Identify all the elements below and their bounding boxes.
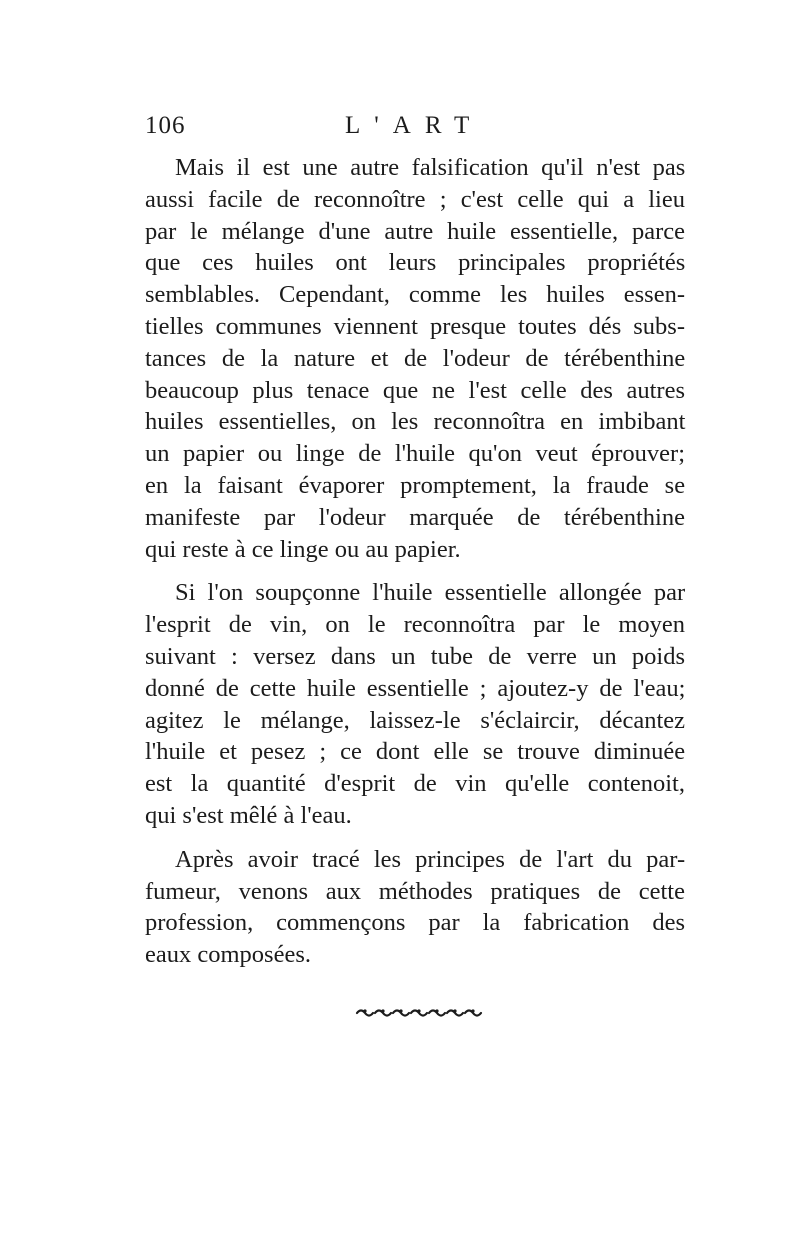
text-line: fumeur, venons aux méthodes pratiques de cette [145,877,685,905]
text-line: profession, commençons par la fabrication des [145,909,685,937]
text-line: est la quantité d'esprit de vin qu'elle contenoit, [145,770,685,798]
text-line: un papier ou linge de l'huile qu'on veut éprouver; [145,440,686,468]
page-header [145,112,685,152]
text-line: semblables. Cependant, comme les huiles essen- [145,281,685,309]
text-line: qui reste à ce linge ou au papier. [145,535,461,563]
text-line: Mais il est une autre falsification qu'il n'est pas [175,154,686,181]
text-line: par le mélange d'une autre huile essentielle, parce [145,217,686,245]
page-number: 106 [145,112,186,139]
text-line: tielles communes viennent presque toutes dés subs- [145,312,685,340]
running-head: L'ART [345,112,484,139]
text-line: beaucoup plus tenace que ne l'est celle des autres [145,376,685,404]
text-line: que ces huiles ont leurs principales propriétés [145,249,686,277]
decorative-rule-icon [355,1005,485,1019]
text-line: Si l'on soupçonne l'huile essentielle allongée par [175,579,686,607]
text-line: huiles essentielles, on les reconnoîtra en imbibant [145,408,686,436]
text-line: l'huile et pesez ; ce dont elle se trouve diminuée [145,738,686,766]
text-line: manifeste par l'odeur marquée de térébenthine [145,503,685,531]
text-line: en la faisant évaporer promptement, la fraude se [145,471,686,499]
text-line: tances de la nature et de l'odeur de térébenthine [145,344,686,372]
text-line: Après avoir tracé les principes de l'art du par- [175,845,686,873]
text-line: agitez le mélange, laissez-le s'éclaircir, décantez [145,706,686,734]
text-line: eaux composées. [145,941,311,969]
text-line: donné de cette huile essentielle ; ajoutez-y de l'eau; [145,674,686,702]
text-line: qui s'est mêlé à l'eau. [145,801,352,829]
text-line: l'esprit de vin, on le reconnoîtra par le moyen [145,611,685,639]
body-text [145,152,685,971]
paragraph-3 [145,844,685,971]
paragraph-1 [145,152,685,565]
text-line: suivant : versez dans un tube de verre un poids [145,642,685,670]
text-line: aussi facile de reconnoître ; c'est celle qui a lieu [145,185,685,213]
paragraph-2 [145,577,685,831]
